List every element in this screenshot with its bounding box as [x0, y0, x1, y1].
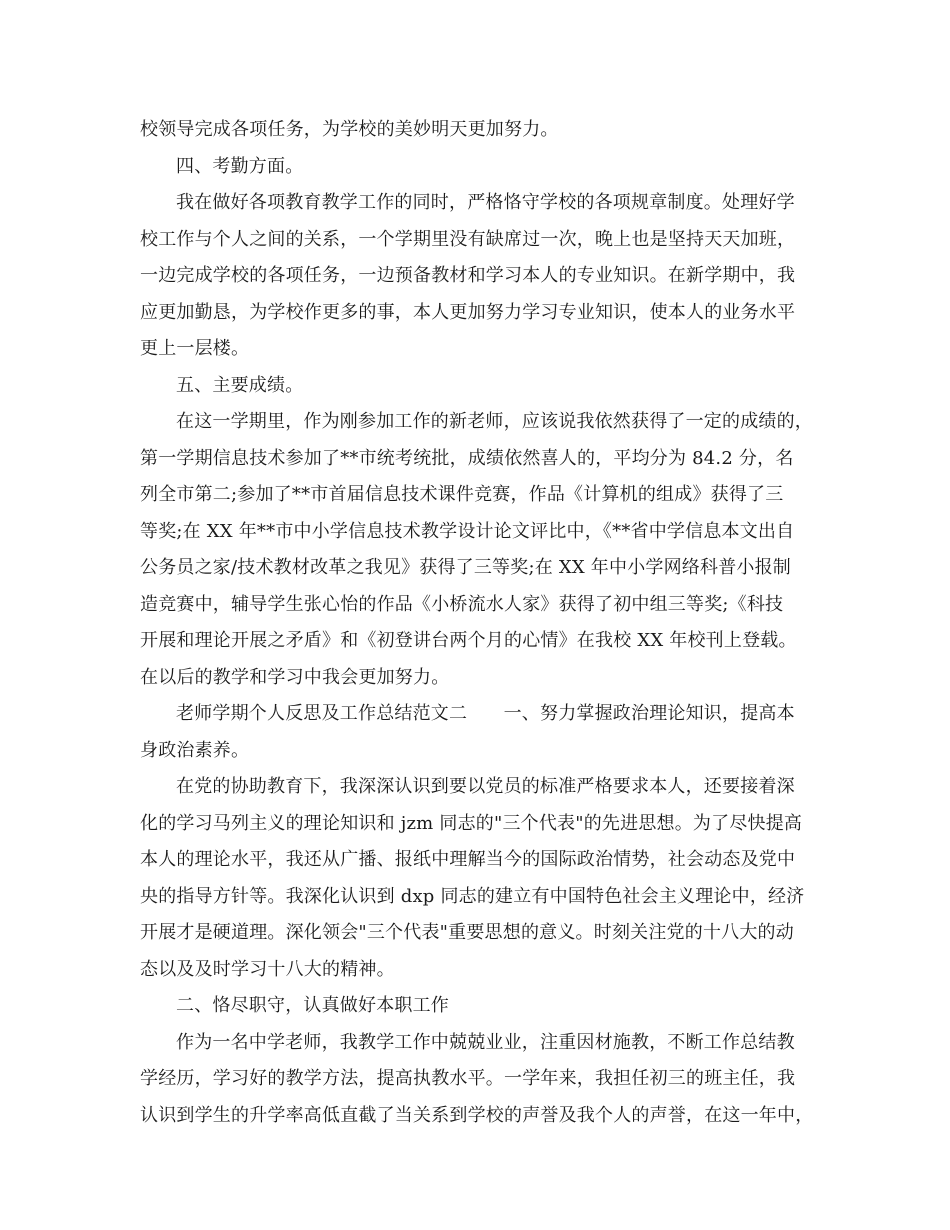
text-line: 我在做好各项教育教学工作的同时，严格恪守学校的各项规章制度。处理好学: [176, 192, 795, 213]
text-line: 校领导完成各项任务，为学校的美妙明天更加努力。: [140, 119, 559, 140]
text-line: 化的学习马列主义的理论知识和 jzm 同志的"三个代表"的先进思想。为了尽快提高: [140, 812, 803, 834]
text-line: 造竞赛中，辅导学生张心怡的作品《小桥流水人家》获得了初中组三等奖;《科技: [140, 593, 784, 615]
text-line: 二、恪尽职守，认真做好本职工作: [176, 995, 449, 1016]
text-line: 开展才是硬道理。深化领会"三个代表"重要思想的意义。时刻关注党的十八大的动: [140, 922, 794, 943]
text-line: 态以及及时学习十八大的精神。: [140, 958, 395, 980]
document-body: [140, 112, 820, 1134]
text-line: 央的指导方针等。我深化认识到 dxp 同志的建立有中国特色社会主义理论中，经济: [140, 885, 805, 907]
text-line: 应更加勤恳，为学校作更多的事，本人更加努力学习专业知识，使本人的业务水平: [140, 301, 796, 323]
text-line: 校工作与个人之间的关系，一个学期里没有缺席过一次，晚上也是坚持天天加班，: [140, 228, 796, 250]
text-line: 公务员之家/技术教材改革之我见》获得了三等奖;在 XX 年中小学网络科普小报制: [140, 557, 791, 578]
text-line: 第一学期信息技术参加了**市统考统批，成绩依然喜人的，平均分为 84.2 分，名: [140, 447, 794, 469]
text-line: 学经历，学习好的教学方法，提高执教水平。一学年来，我担任初三的班主任，我: [140, 1068, 796, 1089]
text-line: 在这一学期里，作为刚参加工作的新老师，应该说我依然获得了一定的成绩的，: [176, 411, 813, 432]
text-line: 在以后的教学和学习中我会更加努力。: [140, 666, 450, 688]
text-line: 认识到学生的升学率高低直截了当关系到学校的声誉及我个人的声誉，在这一年中，: [140, 1104, 814, 1126]
text-line: 等奖;在 XX 年**市中小学信息技术教学设计论文评比中，《**省中学信息本文出自: [140, 520, 795, 542]
text-line: 老师学期个人反思及工作总结范文二 一、努力掌握政治理论知识，提高本: [176, 703, 795, 724]
text-line: 作为一名中学老师，我教学工作中兢兢业业，注重因材施教，不断工作总结教: [176, 1031, 795, 1053]
text-line: 四、考勤方面。: [176, 155, 304, 177]
text-line: 五、主要成绩。: [176, 374, 304, 396]
text-line: 开展和理论开展之矛盾》和《初登讲台两个月的心情》在我校 XX 年校刊上登载。: [140, 630, 797, 651]
text-line: 更上一层楼。: [140, 338, 250, 359]
text-line: 身政治素养。: [140, 739, 250, 761]
text-line: 在党的协助教育下，我深深认识到要以党员的标准严格要求本人，还要接着深: [176, 776, 795, 797]
text-line: 本人的理论水平，我还从广播、报纸中理解当今的国际政治情势，社会动态及党中: [140, 849, 796, 870]
text-line: 列全市第二;参加了**市首届信息技术课件竞赛，作品《计算机的组成》获得了三: [140, 484, 784, 505]
text-line: 一边完成学校的各项任务，一边预备教材和学习本人的专业知识。在新学期中，我: [140, 265, 796, 286]
